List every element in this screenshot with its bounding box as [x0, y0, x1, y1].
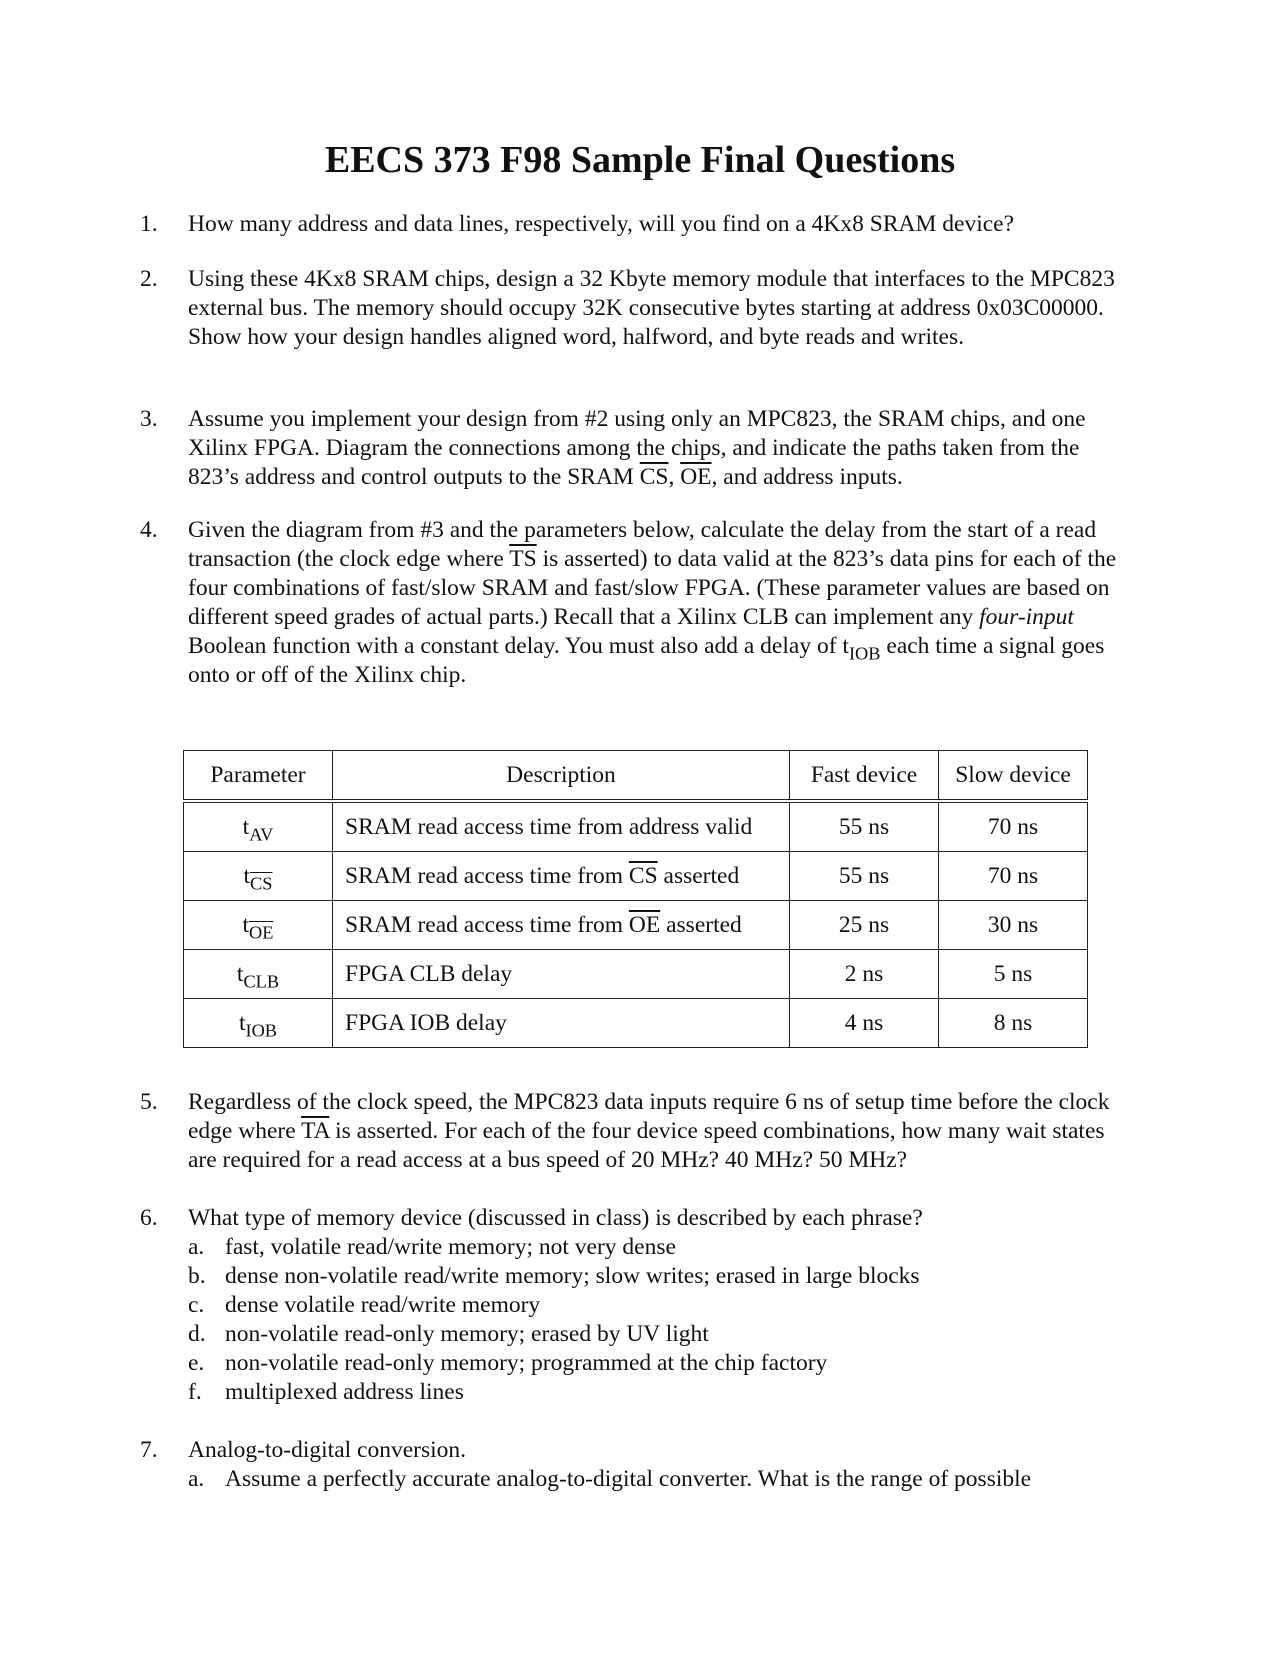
description-cell: SRAM read access time from address valid — [333, 801, 790, 852]
oe-signal: $\overline{OE}$ — [680, 464, 712, 490]
slow-device-cell: 30 ns — [939, 901, 1088, 950]
list-item: a. fast, volatile read/write memory; not very dense — [188, 1234, 676, 1260]
question-text: Using these 4Kx8 SRAM chips, design a 32 Kbyte memory module that interfaces to the MPC823 external bus. The memory should occupy 32K consecutive bytes starting at address 0x03C00000. Show how your design handles aligned word, halfword, and byte reads and writes. — [188, 266, 1115, 350]
question-text: Analog-to-digital conversion. — [188, 1437, 467, 1463]
parameter-cell: $t_{IOB}$ — [184, 999, 333, 1048]
parameter-cell: $t_{CLB}$ — [184, 950, 333, 999]
question-4 — [140, 516, 1130, 690]
question-text: Regardless of the clock speed, the MPC823 data inputs require 6 ns of setup time before the clock edge where $\overline{TA}$ is asserted. For each of the four device speed combinations, how many wait states are required for a read access at a bus speed of 20 MHz? 40 MHz? 50 MHz? — [188, 1089, 1110, 1173]
parameter-table — [183, 750, 1088, 1048]
question-2 — [140, 265, 1130, 352]
parameter-cell: $t_{\overline{OE}}$ — [184, 901, 333, 950]
table-row — [184, 852, 1088, 901]
question-text: How many address and data lines, respectively, will you find on a 4Kx8 SRAM device? — [188, 211, 1015, 237]
fast-device-cell: 25 ns — [790, 901, 939, 950]
question-number: 7. — [140, 1437, 158, 1463]
parameter-cell: $t_{\overline{CS}}$ — [184, 852, 333, 901]
slow-device-cell: 8 ns — [939, 999, 1088, 1048]
list-item: f. multiplexed address lines — [188, 1379, 464, 1405]
slow-device-cell: 70 ns — [939, 852, 1088, 901]
column-header: Slow device — [939, 751, 1088, 802]
list-item: e. non-volatile read-only memory; programmed at the chip factory — [188, 1350, 828, 1376]
question-5 — [140, 1088, 1130, 1175]
slow-device-cell: 70 ns — [939, 801, 1088, 852]
list-item: b. dense non-volatile read/write memory; slow writes; erased in large blocks — [188, 1263, 920, 1289]
list-item: c. dense volatile read/write memory — [188, 1292, 541, 1318]
question-text: Assume you implement your design from #2 using only an MPC823, the SRAM chips, and one Xilinx FPGA. Diagram the connections among the chips, and indicate the paths taken from the 823’s address and control outputs to the SRAM $\overline{CS}$, $\overline{OE}$, and address inputs. — [188, 406, 1086, 490]
question-number: 3. — [140, 406, 158, 432]
column-header: Description — [333, 751, 790, 802]
question-number: 2. — [140, 266, 158, 292]
question-6 — [140, 1204, 1130, 1407]
description-cell: FPGA IOB delay — [333, 999, 790, 1048]
fast-device-cell: 55 ns — [790, 852, 939, 901]
table-row — [184, 901, 1088, 950]
table-row — [184, 801, 1088, 852]
answer-list — [188, 1233, 1130, 1407]
question-3 — [140, 405, 1130, 492]
ta-signal: $\overline{TA}$ — [301, 1118, 330, 1144]
emphasis-text: four-input — [979, 604, 1074, 630]
question-1 — [140, 210, 1130, 239]
question-number: 6. — [140, 1205, 158, 1231]
table-row — [184, 950, 1088, 999]
page-title: EECS 373 F98 Sample Final Questions — [324, 139, 956, 181]
fast-device-cell: 4 ns — [790, 999, 939, 1048]
list-item: a. Assume a perfectly accurate analog-to-digital converter. What is the range of possible — [188, 1466, 1032, 1492]
question-number: 5. — [140, 1089, 158, 1115]
parameter-cell: $t_{AV}$ — [184, 801, 333, 852]
table-row — [184, 999, 1088, 1048]
description-cell: FPGA CLB delay — [333, 950, 790, 999]
question-7 — [140, 1436, 1130, 1494]
cs-signal: $\overline{CS}$ — [639, 464, 669, 490]
column-header: Parameter — [184, 751, 333, 802]
table-header-row — [184, 751, 1088, 802]
fast-device-cell: 2 ns — [790, 950, 939, 999]
description-cell: SRAM read access time from $\overline{OE}$ asserted — [333, 901, 790, 950]
fast-device-cell: 55 ns — [790, 801, 939, 852]
question-text: What type of memory device (discussed in class) is described by each phrase? — [188, 1205, 923, 1231]
description-cell: SRAM read access time from $\overline{CS}$ asserted — [333, 852, 790, 901]
column-header: Fast device — [790, 751, 939, 802]
answer-list — [188, 1465, 1130, 1494]
question-text: Given the diagram from #3 and the parameters below, calculate the delay from the start of a read transaction (the clock edge where $\overline{TS}$ is asserted) to data valid at the 823’s data pins for each of the four combinations of fast/slow SRAM and fast/slow FPGA. (These parameter values are based on different speed grades of actual parts.) Recall that a Xilinx CLB can implement any four-input Boolean function with a constant delay. You must also add a delay of $t_{IOB}$ each time a signal goes onto or off of the Xilinx chip. — [188, 517, 1117, 688]
list-item: d. non-volatile read-only memory; erased by UV light — [188, 1321, 709, 1347]
question-number: 4. — [140, 517, 158, 543]
question-number: 1. — [140, 211, 158, 237]
ts-signal: $\overline{TS}$ — [509, 546, 537, 572]
slow-device-cell: 5 ns — [939, 950, 1088, 999]
